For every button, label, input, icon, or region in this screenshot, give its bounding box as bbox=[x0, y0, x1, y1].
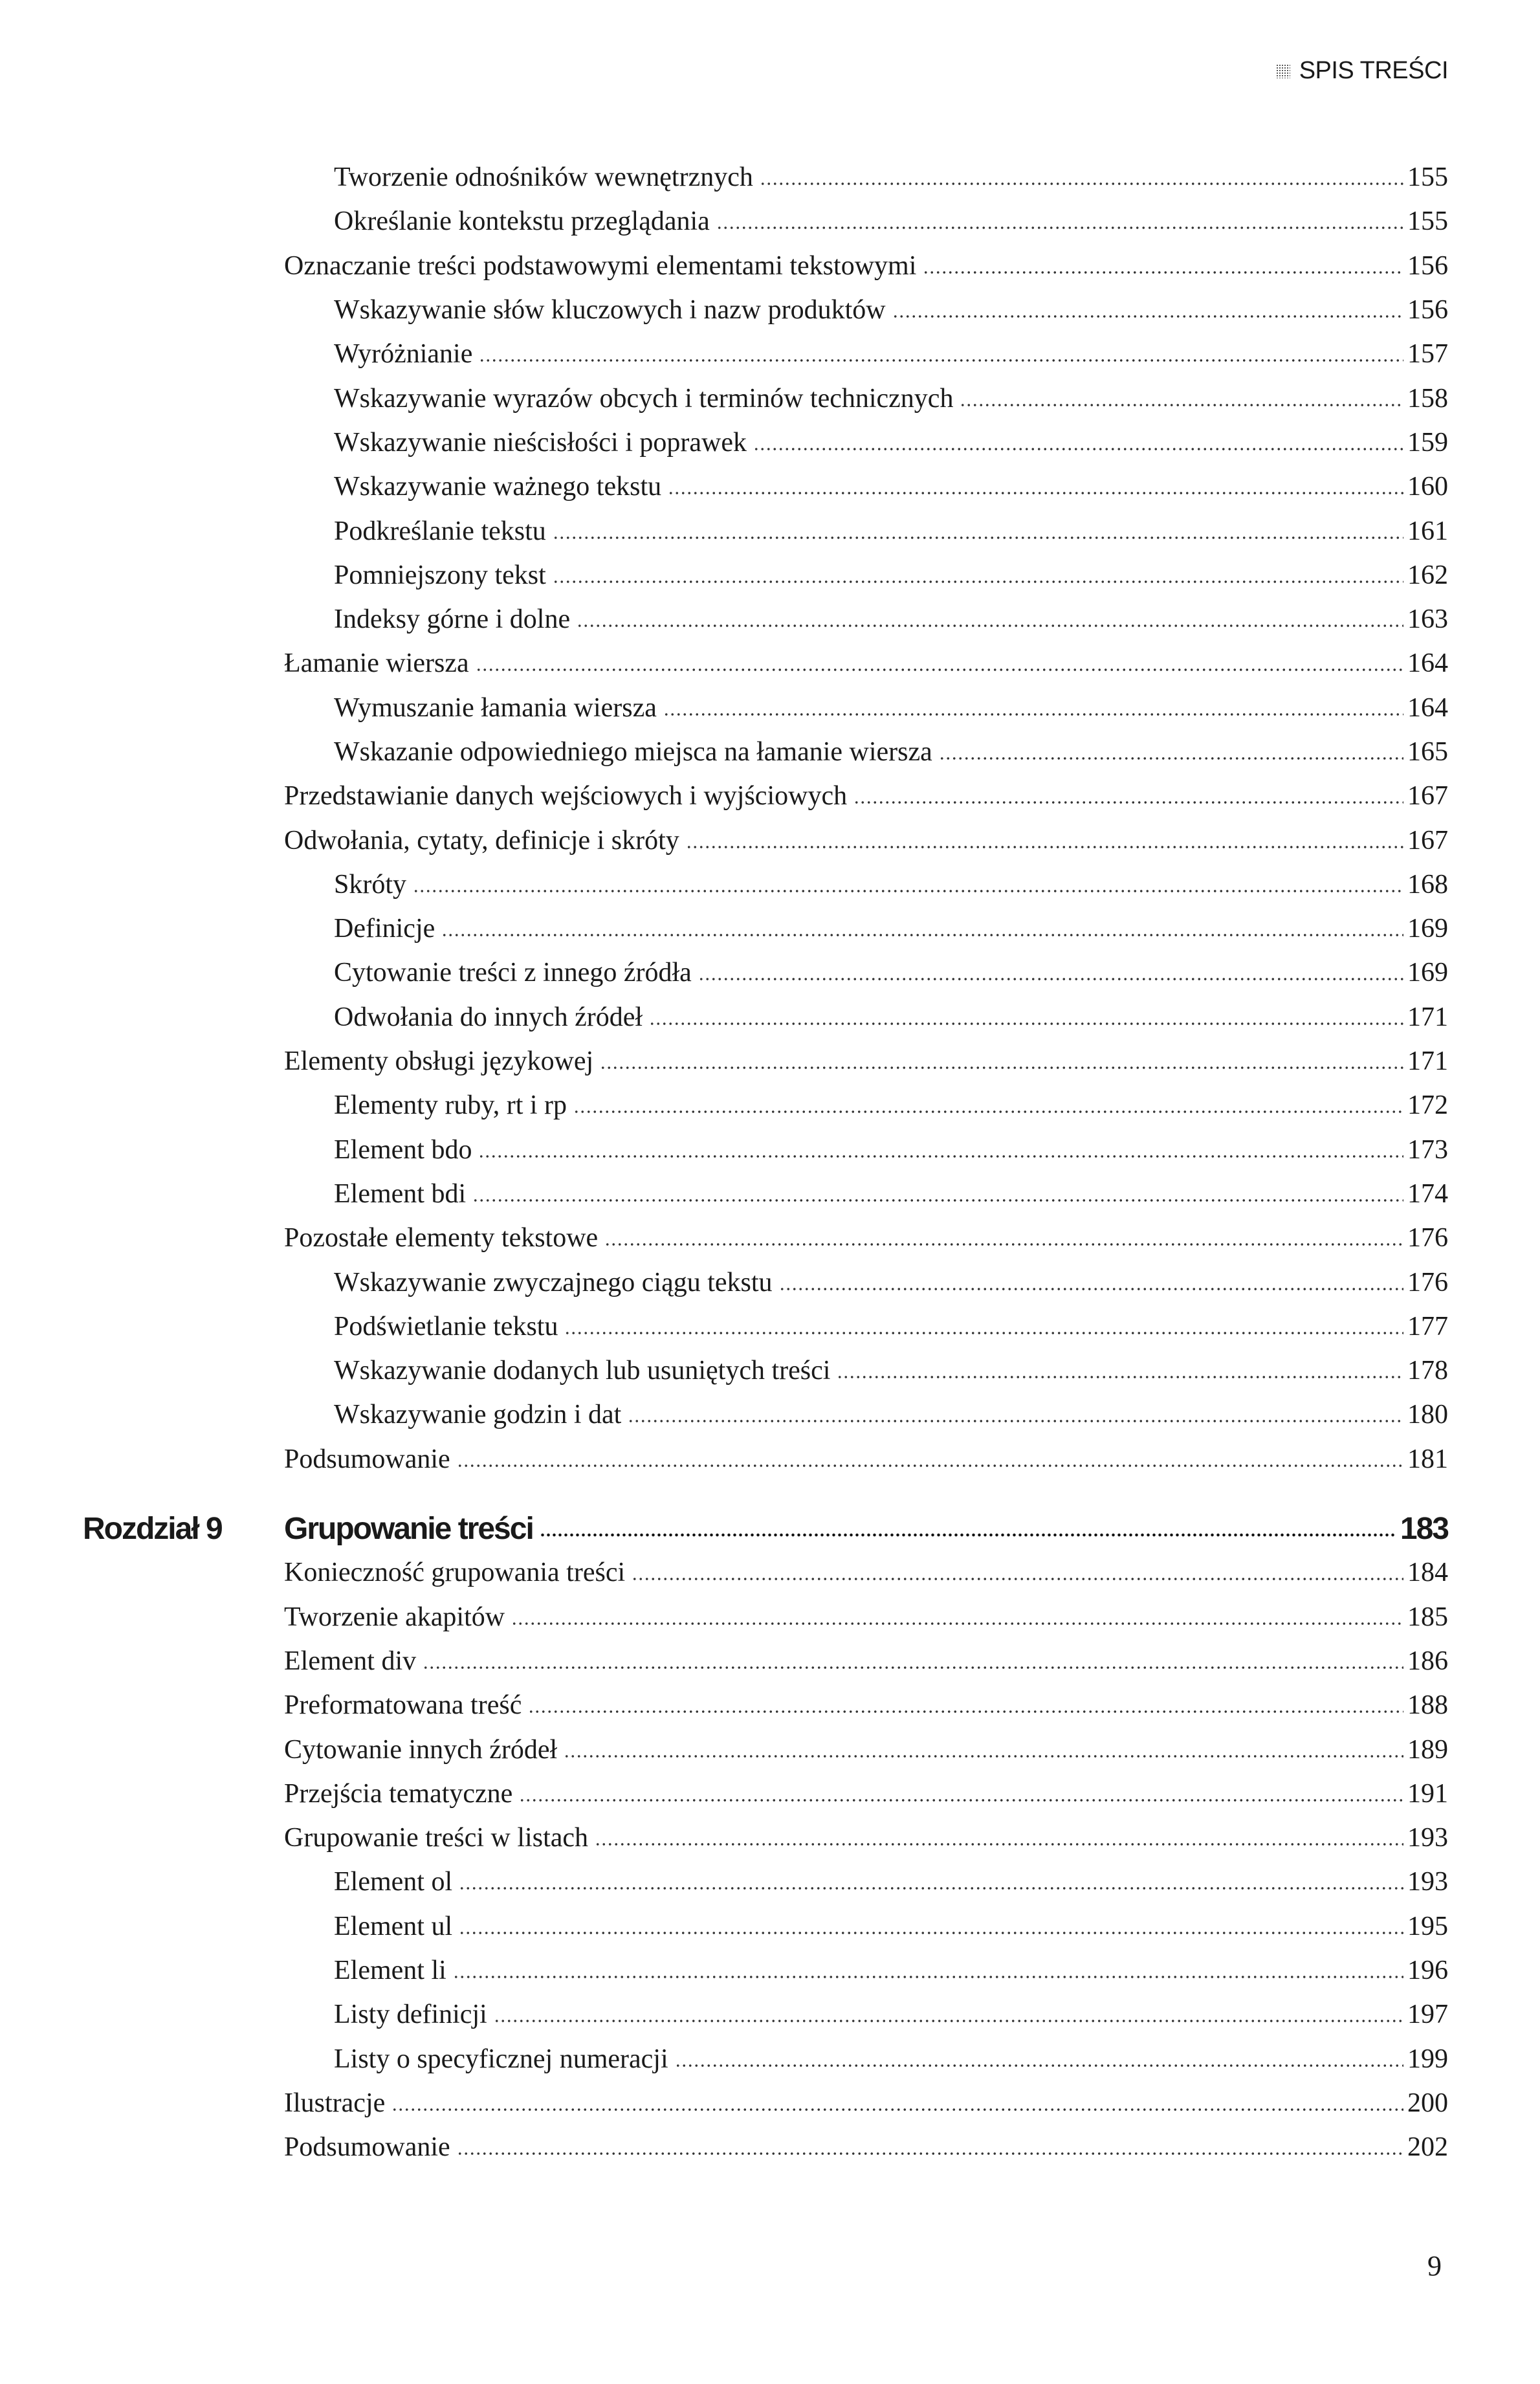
dot-leader bbox=[573, 1110, 1403, 1114]
toc-entry-page: 189 bbox=[1407, 1734, 1448, 1765]
dot-leader bbox=[923, 270, 1403, 274]
toc-entry-title: Wskazywanie ważnego tekstu bbox=[334, 471, 668, 502]
dot-leader bbox=[478, 1154, 1403, 1158]
toc-entry-title: Definicje bbox=[334, 913, 441, 944]
toc-entry-page: 164 bbox=[1407, 692, 1448, 723]
dot-leader bbox=[853, 800, 1403, 804]
toc-entry-title: Cytowanie treści z innego źródła bbox=[334, 957, 698, 988]
dot-leader bbox=[595, 1842, 1403, 1846]
dot-leader bbox=[457, 2152, 1403, 2156]
toc-entry-page: 155 bbox=[1407, 162, 1448, 193]
table-of-contents bbox=[0, 155, 1540, 2169]
toc-entry[interactable] bbox=[0, 1992, 1540, 2036]
toc-entry[interactable] bbox=[0, 597, 1540, 641]
toc-entry-title: Element bdi bbox=[334, 1178, 472, 1209]
dot-leader bbox=[441, 933, 1403, 937]
toc-entry-title: Przedstawianie danych wejściowych i wyjściowych bbox=[284, 780, 853, 811]
toc-entry-page: 200 bbox=[1407, 2088, 1448, 2118]
dot-leader bbox=[528, 1710, 1403, 1714]
toc-entry[interactable] bbox=[0, 244, 1540, 288]
dot-leader bbox=[675, 2064, 1403, 2068]
toc-entry[interactable] bbox=[0, 1772, 1540, 1816]
toc-entry-title: Skróty bbox=[334, 869, 413, 900]
dot-leader bbox=[837, 1375, 1403, 1379]
toc-entry-page: 176 bbox=[1407, 1267, 1448, 1297]
toc-entry-page: 169 bbox=[1407, 914, 1448, 944]
toc-entry-title: Określanie kontekstu przeglądania bbox=[334, 206, 716, 237]
toc-entry[interactable] bbox=[0, 288, 1540, 332]
toc-entry-page: 165 bbox=[1407, 737, 1448, 767]
toc-entry[interactable] bbox=[0, 1639, 1540, 1683]
toc-entry-page: 155 bbox=[1407, 206, 1448, 237]
toc-entry-title: Odwołania, cytaty, definicje i skróty bbox=[284, 825, 686, 856]
toc-entry-title: Element div bbox=[284, 1646, 423, 1677]
dot-leader bbox=[960, 403, 1403, 407]
toc-entry-page: 181 bbox=[1407, 1444, 1448, 1474]
toc-entry[interactable] bbox=[0, 951, 1540, 995]
toc-entry-title: Podsumowanie bbox=[284, 1444, 457, 1475]
toc-entry-page: 172 bbox=[1407, 1090, 1448, 1121]
toc-entry-page: 180 bbox=[1407, 1400, 1448, 1430]
running-header bbox=[1276, 57, 1448, 85]
toc-entry[interactable] bbox=[0, 332, 1540, 376]
toc-entry-title: Podsumowanie bbox=[284, 2132, 457, 2163]
dot-leader bbox=[779, 1287, 1403, 1291]
toc-entry[interactable] bbox=[0, 1128, 1540, 1172]
toc-entry-title: Oznaczanie treści podstawowymi elementami tekstowymi bbox=[284, 250, 923, 281]
dot-leader bbox=[753, 447, 1403, 451]
toc-entry-page: 176 bbox=[1407, 1223, 1448, 1253]
toc-entry-page: 158 bbox=[1407, 383, 1448, 414]
toc-entry-page: 156 bbox=[1407, 250, 1448, 281]
toc-entry-title: Wyróżnianie bbox=[334, 338, 479, 370]
dot-leader bbox=[391, 2108, 1403, 2112]
square-pattern-icon bbox=[1276, 64, 1290, 78]
toc-entry-title: Cytowanie innych źródeł bbox=[284, 1734, 564, 1765]
toc-entry[interactable] bbox=[0, 2081, 1540, 2125]
toc-entry-title: Elementy ruby, rt i rp bbox=[334, 1090, 573, 1121]
dot-leader bbox=[453, 1975, 1403, 1979]
toc-entry-page: 186 bbox=[1407, 1646, 1448, 1676]
toc-entry-title: Pomniejszony tekst bbox=[334, 560, 553, 591]
toc-entry-page: 193 bbox=[1407, 1823, 1448, 1853]
toc-entry-page: 185 bbox=[1407, 1602, 1448, 1632]
toc-entry-page: 195 bbox=[1407, 1911, 1448, 1941]
toc-entry[interactable] bbox=[0, 1948, 1540, 1992]
dot-leader bbox=[600, 1066, 1403, 1070]
toc-entry[interactable] bbox=[0, 730, 1540, 774]
toc-entry[interactable] bbox=[0, 1860, 1540, 1904]
toc-entry[interactable] bbox=[0, 818, 1540, 862]
toc-entry[interactable] bbox=[0, 1683, 1540, 1727]
toc-entry-page: 177 bbox=[1407, 1311, 1448, 1341]
toc-entry-page: 202 bbox=[1407, 2132, 1448, 2163]
dot-leader bbox=[553, 536, 1403, 540]
toc-entry[interactable] bbox=[0, 774, 1540, 818]
toc-entry-title: Wymuszanie łamania wiersza bbox=[334, 692, 663, 723]
toc-entry-title: Listy o specyficznej numeracji bbox=[334, 2044, 675, 2075]
toc-entry-title: Ilustracje bbox=[284, 2088, 391, 2119]
dot-leader bbox=[459, 1931, 1403, 1935]
toc-entry[interactable] bbox=[0, 1816, 1540, 1860]
toc-entry-title: Wskazywanie dodanych lub usuniętych treści bbox=[334, 1355, 837, 1386]
toc-entry[interactable] bbox=[0, 2036, 1540, 2080]
toc-entry-page: 171 bbox=[1407, 1046, 1448, 1077]
dot-leader bbox=[663, 712, 1403, 716]
dot-leader bbox=[668, 491, 1403, 495]
toc-entry-page: 199 bbox=[1407, 2044, 1448, 2074]
toc-entry-page: 191 bbox=[1407, 1778, 1448, 1809]
toc-entry-page: 171 bbox=[1407, 1002, 1448, 1032]
toc-entry[interactable] bbox=[0, 863, 1540, 907]
dot-leader bbox=[413, 889, 1403, 893]
toc-entry-page: 161 bbox=[1407, 516, 1448, 546]
toc-entry-title: Odwołania do innych źródeł bbox=[334, 1002, 649, 1033]
toc-entry[interactable] bbox=[0, 465, 1540, 509]
chapter-page: 183 bbox=[1400, 1511, 1448, 1546]
dot-leader bbox=[698, 977, 1403, 981]
toc-entry-title: Wskazywanie godzin i dat bbox=[334, 1399, 628, 1430]
dot-leader bbox=[476, 668, 1403, 672]
toc-entry[interactable] bbox=[0, 686, 1540, 730]
toc-entry[interactable] bbox=[0, 1393, 1540, 1437]
toc-entry-page: 163 bbox=[1407, 604, 1448, 635]
toc-entry[interactable] bbox=[0, 1305, 1540, 1349]
toc-entry-title: Tworzenie odnośników wewnętrznych bbox=[334, 162, 760, 193]
dot-leader bbox=[553, 580, 1403, 584]
toc-entry[interactable] bbox=[0, 421, 1540, 465]
chapter-label: Rozdział 9 bbox=[83, 1511, 222, 1546]
toc-entry-page: 193 bbox=[1407, 1867, 1448, 1897]
dot-leader bbox=[577, 624, 1403, 628]
dot-leader bbox=[939, 756, 1403, 760]
dot-leader bbox=[628, 1419, 1403, 1423]
toc-entry[interactable] bbox=[0, 1349, 1540, 1393]
toc-entry-title: Pozostałe elementy tekstowe bbox=[284, 1222, 604, 1253]
toc-entry-page: 160 bbox=[1407, 472, 1448, 502]
toc-entry[interactable] bbox=[0, 1437, 1540, 1481]
chapter-heading[interactable] bbox=[0, 1507, 1540, 1551]
toc-entry[interactable] bbox=[0, 199, 1540, 243]
toc-entry-title: Przejścia tematyczne bbox=[284, 1778, 519, 1809]
toc-entry[interactable] bbox=[0, 1260, 1540, 1304]
toc-entry[interactable] bbox=[0, 1172, 1540, 1216]
dot-leader bbox=[540, 1533, 1396, 1537]
dot-leader bbox=[479, 359, 1403, 362]
toc-entry-title: Grupowanie treści w listach bbox=[284, 1822, 595, 1853]
toc-entry-title: Element ol bbox=[334, 1866, 459, 1897]
toc-entry-page: 173 bbox=[1407, 1134, 1448, 1165]
dot-leader bbox=[686, 845, 1403, 849]
toc-entry-title: Wskazywanie słów kluczowych i nazw produktów bbox=[334, 294, 892, 326]
toc-entry-title: Podświetlanie tekstu bbox=[334, 1311, 564, 1342]
dot-leader bbox=[604, 1242, 1403, 1246]
dot-leader bbox=[564, 1331, 1403, 1335]
toc-entry-title: Podkreślanie tekstu bbox=[334, 516, 553, 547]
toc-entry-page: 197 bbox=[1407, 2000, 1448, 2030]
toc-entry-page: 157 bbox=[1407, 339, 1448, 370]
toc-entry[interactable] bbox=[0, 641, 1540, 685]
toc-entry[interactable] bbox=[0, 376, 1540, 420]
dot-leader bbox=[892, 315, 1403, 318]
chapter-title: Grupowanie treści bbox=[284, 1511, 540, 1547]
dot-leader bbox=[632, 1577, 1403, 1581]
toc-entry-page: 159 bbox=[1407, 427, 1448, 458]
dot-leader bbox=[472, 1198, 1403, 1202]
toc-entry[interactable] bbox=[0, 509, 1540, 553]
toc-entry-title: Element bdo bbox=[334, 1134, 478, 1165]
toc-entry[interactable] bbox=[0, 1083, 1540, 1127]
toc-entry-page: 168 bbox=[1407, 869, 1448, 900]
header-title: SPIS TREŚCI bbox=[1299, 57, 1448, 84]
toc-entry[interactable] bbox=[0, 1551, 1540, 1595]
dot-leader bbox=[716, 226, 1403, 230]
toc-entry[interactable] bbox=[0, 553, 1540, 597]
toc-entry[interactable] bbox=[0, 1904, 1540, 1948]
page-number: 9 bbox=[1427, 2250, 1442, 2282]
dot-leader bbox=[459, 1886, 1403, 1890]
dot-leader bbox=[760, 182, 1403, 186]
toc-entry-title: Konieczność grupowania treści bbox=[284, 1557, 632, 1588]
toc-entry-page: 196 bbox=[1407, 1956, 1448, 1986]
toc-entry-page: 164 bbox=[1407, 648, 1448, 679]
toc-entry-title: Wskazywanie zwyczajnego ciągu tekstu bbox=[334, 1267, 779, 1298]
dot-leader bbox=[457, 1464, 1403, 1468]
toc-entry-title: Wskazywanie nieścisłości i poprawek bbox=[334, 427, 753, 458]
toc-entry[interactable] bbox=[0, 1595, 1540, 1639]
dot-leader bbox=[564, 1754, 1403, 1758]
toc-entry-title: Element ul bbox=[334, 1911, 459, 1942]
dot-leader bbox=[649, 1022, 1403, 1026]
toc-entry-title: Wskazanie odpowiedniego miejsca na łamanie wiersza bbox=[334, 736, 939, 767]
toc-entry[interactable] bbox=[0, 907, 1540, 951]
toc-entry-title: Elementy obsługi językowej bbox=[284, 1046, 600, 1077]
toc-entry[interactable] bbox=[0, 155, 1540, 199]
dot-leader bbox=[511, 1622, 1403, 1626]
toc-entry-page: 167 bbox=[1407, 781, 1448, 811]
toc-entry[interactable] bbox=[0, 1039, 1540, 1083]
toc-entry-title: Łamanie wiersza bbox=[284, 648, 476, 679]
toc-entry[interactable] bbox=[0, 995, 1540, 1039]
toc-entry-title: Indeksy górne i dolne bbox=[334, 604, 577, 635]
toc-entry-title: Listy definicji bbox=[334, 1999, 494, 2030]
toc-entry-title: Tworzenie akapitów bbox=[284, 1602, 511, 1633]
toc-entry-page: 174 bbox=[1407, 1178, 1448, 1209]
toc-entry-page: 178 bbox=[1407, 1356, 1448, 1386]
toc-entry-title: Wskazywanie wyrazów obcych i terminów technicznych bbox=[334, 383, 960, 414]
toc-entry[interactable] bbox=[0, 1727, 1540, 1771]
toc-entry-title: Preformatowana treść bbox=[284, 1690, 528, 1721]
dot-leader bbox=[423, 1666, 1403, 1670]
toc-entry[interactable] bbox=[0, 1216, 1540, 1260]
toc-entry-page: 188 bbox=[1407, 1690, 1448, 1721]
toc-entry-title: Element li bbox=[334, 1955, 453, 1986]
toc-entry-page: 156 bbox=[1407, 295, 1448, 326]
toc-entry-page: 167 bbox=[1407, 825, 1448, 855]
toc-entry-page: 169 bbox=[1407, 958, 1448, 988]
toc-entry-page: 184 bbox=[1407, 1558, 1448, 1588]
toc-entry-page: 162 bbox=[1407, 560, 1448, 590]
dot-leader bbox=[519, 1798, 1403, 1802]
toc-entry[interactable] bbox=[0, 2125, 1540, 2169]
dot-leader bbox=[494, 2019, 1403, 2023]
